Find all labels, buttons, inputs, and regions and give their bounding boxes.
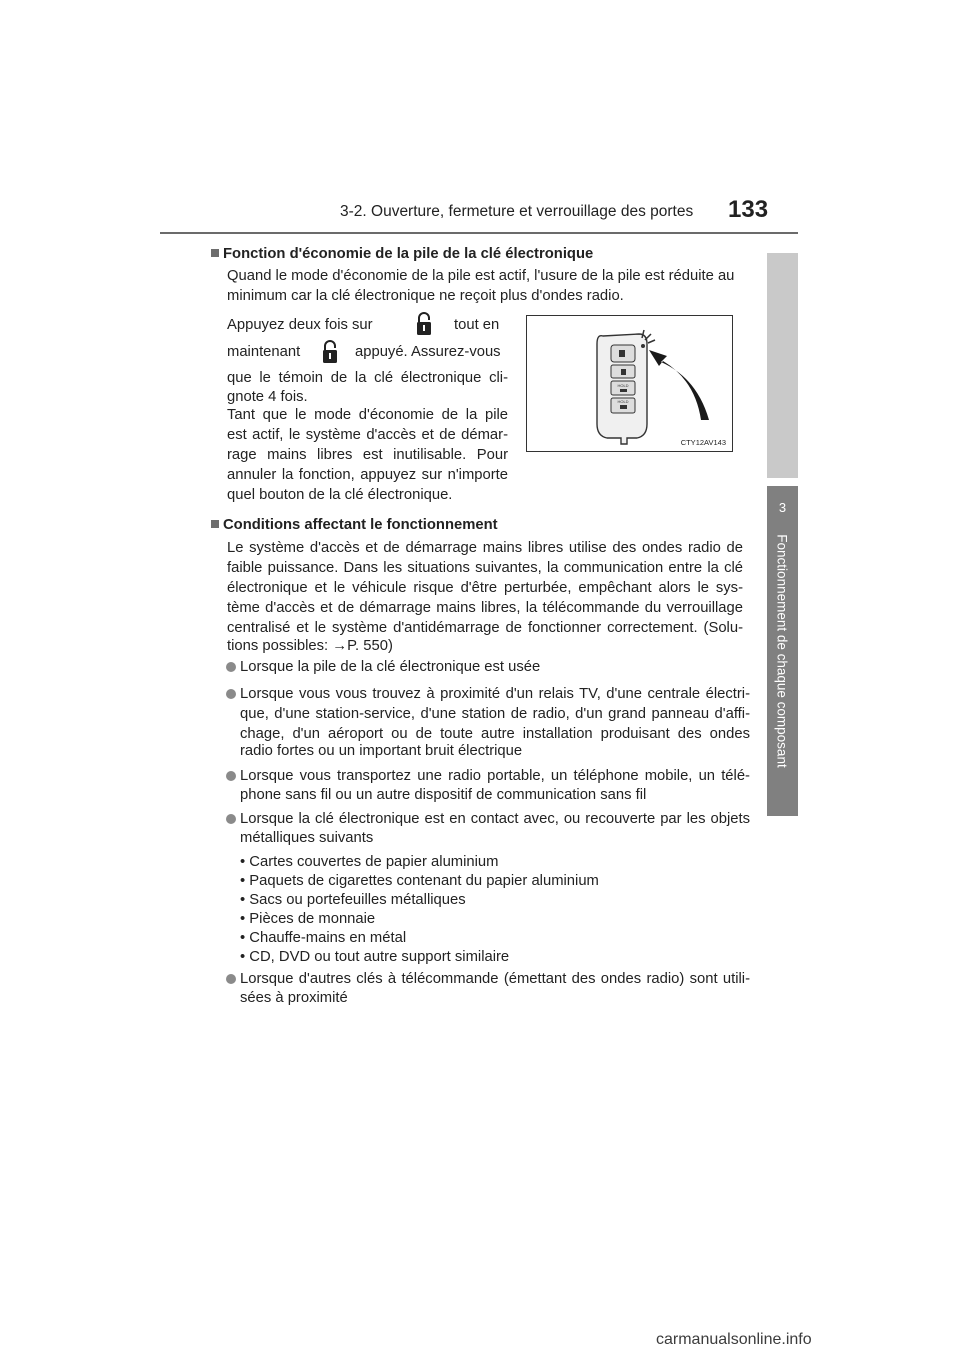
key-fob-figure	[526, 315, 733, 452]
bullet-dot-icon	[226, 689, 236, 699]
smart-key-illustration	[527, 316, 732, 451]
intro-line: centralisé et le système d'antidémarrage de fonctionner correctement. (Solu-	[227, 620, 743, 636]
intro-line: minimum car la clé électronique ne reçoit plus d'ondes radio.	[227, 288, 624, 304]
intro-line: tème d'accès et de démarrage mains libres, la télécommande du verrouillage	[227, 600, 743, 616]
intro-line: Quand le mode d'économie de la pile est actif, l'usure de la pile est réduite au	[227, 268, 735, 284]
bullet-dot-icon	[226, 814, 236, 824]
heading-square-icon	[211, 249, 219, 257]
metal-object-item: • CD, DVD ou tout autre support similaire	[240, 949, 510, 965]
cancel-text: est actif, le système d'accès et de démar-	[227, 427, 508, 443]
cancel-text: annuler la fonction, appuyez sur n'importe	[227, 467, 508, 483]
instruction-text: gnote 4 fois.	[227, 389, 308, 405]
metal-object-item: • Sacs ou portefeuilles métalliques	[240, 892, 466, 908]
lock-icon	[414, 311, 434, 337]
instruction-text: maintenant	[227, 344, 301, 360]
intro-line: Le système d'accès et de démarrage mains libres utilise des ondes radio de	[227, 540, 743, 556]
condition-item: Lorsque vous vous trouvez à proximité d'un relais TV, d'une centrale électri-	[240, 686, 750, 702]
bullet-dot-icon	[226, 974, 236, 984]
heading-text: Conditions affectant le fonctionnement	[223, 517, 498, 533]
bullet-dot-icon	[226, 662, 236, 672]
condition-item: chage, d'un aéroport ou de toute autre installation produisant des ondes	[240, 726, 750, 742]
metal-object-item: • Pièces de monnaie	[240, 911, 376, 927]
metal-object-item: • Paquets de cigarettes contenant du papier aluminium	[240, 873, 599, 889]
condition-item: sées à proximité	[240, 990, 348, 1006]
heading-square-icon	[211, 520, 219, 528]
instruction-text: tout en	[454, 317, 500, 333]
hold-label: HOLD	[617, 399, 629, 404]
condition-item: Lorsque vous transportez une radio portable, un téléphone mobile, un télé-	[240, 768, 750, 784]
footer-watermark: carmanualsonline.info	[656, 1331, 812, 1348]
chapter-tab-light	[767, 253, 798, 478]
instruction-text: que le témoin de la clé électronique cli-	[227, 370, 508, 386]
chapter-title: Fonctionnement de chaque composant	[774, 534, 790, 768]
page-number: 133	[728, 196, 769, 223]
condition-item: phone sans fil ou un autre dispositif de communication sans fil	[240, 787, 647, 803]
metal-object-item: • Chauffe-mains en métal	[240, 930, 407, 946]
intro-line: faible puissance. Dans les situations suivantes, la communication entre la clé	[227, 560, 743, 576]
bullet-dot-icon	[226, 771, 236, 781]
condition-item: Lorsque la pile de la clé électronique est usée	[240, 659, 541, 675]
chapter-number: 3	[778, 500, 787, 515]
section-heading-battery-saving	[211, 244, 593, 264]
condition-item: Lorsque la clé électronique est en contact avec, ou recouverte par les objets	[240, 811, 750, 827]
cancel-text: Tant que le mode d'économie de la pile	[227, 407, 508, 423]
hold-label: HOLD	[617, 383, 629, 388]
condition-item: que, d'une station-service, d'une station de radio, d'un grand panneau d'affi-	[240, 706, 750, 722]
instruction-text: appuyé. Assurez-vous	[355, 344, 501, 360]
lock-icon	[320, 339, 340, 365]
condition-item: Lorsque d'autres clés à télécommande (émettant des ondes radio) sont utili-	[240, 971, 750, 987]
intro-line: tions possibles: →P. 550)	[227, 638, 393, 654]
condition-item: métalliques suivants	[240, 830, 374, 846]
cancel-text: rage mains libres est inutilisable. Pour	[227, 447, 508, 463]
metal-object-item: • Cartes couvertes de papier aluminium	[240, 854, 499, 870]
header-divider	[160, 232, 798, 234]
section-header: 3-2. Ouverture, fermeture et verrouillage des portes	[340, 203, 694, 220]
condition-item: radio fortes ou un important bruit électrique	[240, 743, 523, 759]
intro-line: électronique et le véhicule risque d'être perturbée, empêchant alors le sys-	[227, 580, 743, 596]
section-heading-conditions	[211, 515, 498, 535]
heading-text: Fonction d'économie de la pile de la clé électronique	[223, 246, 594, 262]
instruction-text: Appuyez deux fois sur	[227, 317, 373, 333]
cancel-text: quel bouton de la clé électronique.	[227, 487, 453, 503]
figure-code: CTY12AV143	[680, 438, 726, 447]
